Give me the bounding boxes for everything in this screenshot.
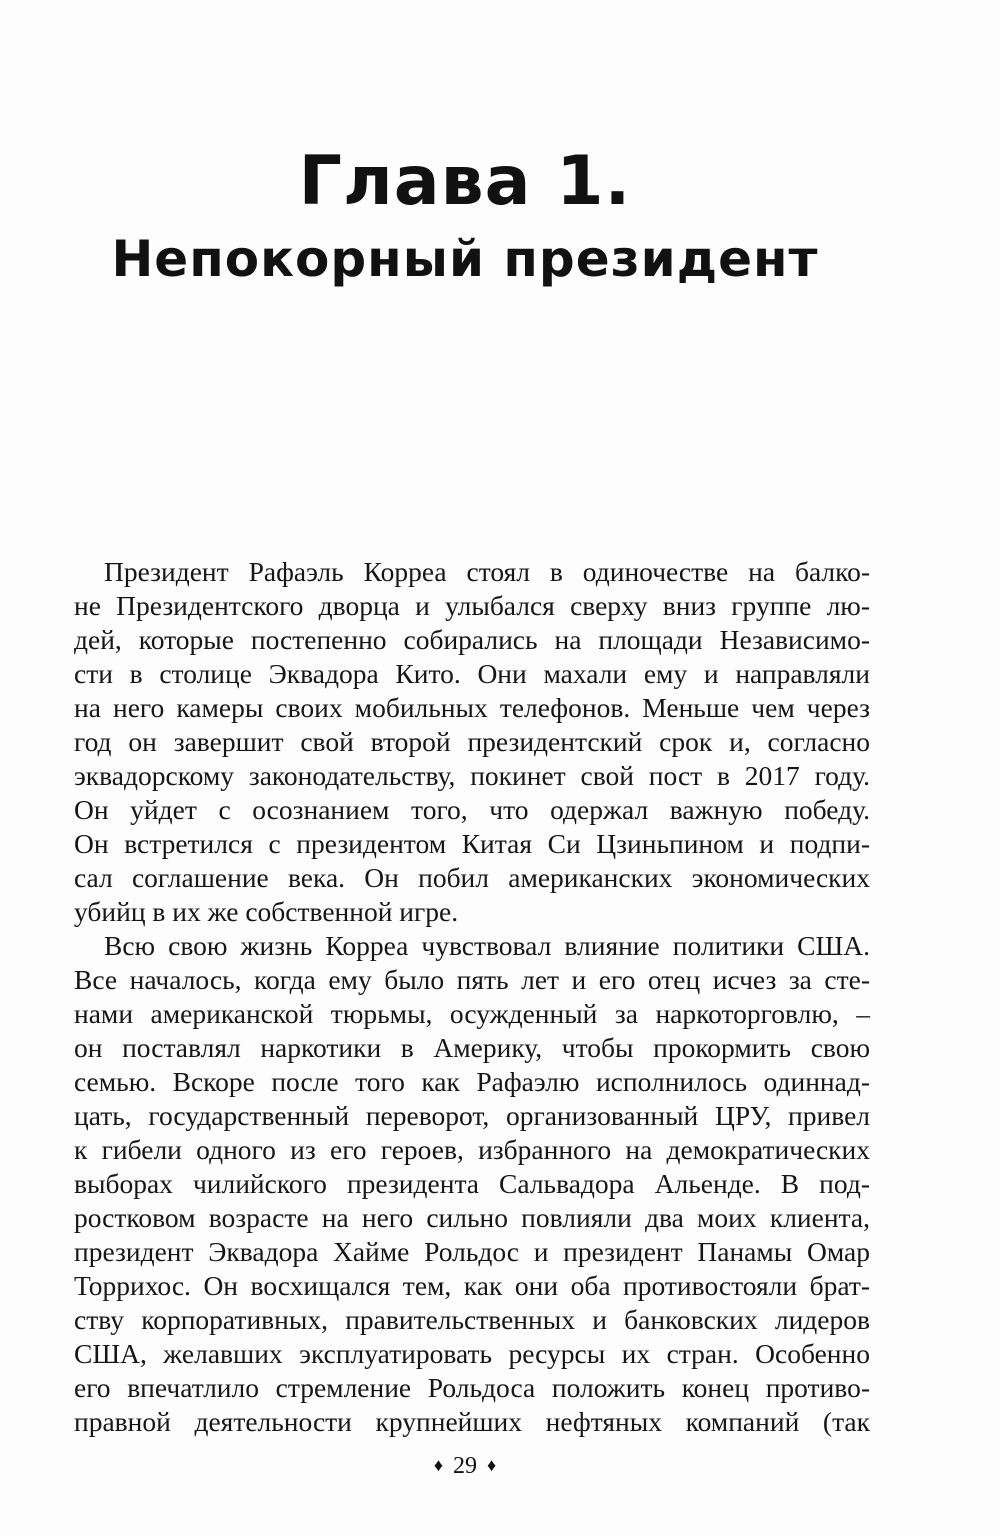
- text-line: США, желавших эксплуатировать ресурсы их стран. Особенно: [74, 1338, 870, 1369]
- text-line: Он уйдет с осознанием того, что одержал важную победу.: [74, 794, 870, 825]
- text-line: выборах чилийского президента Сальвадора Альенде. В под-: [74, 1168, 870, 1199]
- text-line: к гибели одного из его героев, избранного на демократических: [74, 1134, 870, 1165]
- text-line: правной деятельности крупнейших нефтяных компаний (так: [74, 1406, 870, 1437]
- text-line: цать, государственный переворот, организованный ЦРУ, привел: [74, 1100, 870, 1131]
- text-line: на него камеры своих мобильных телефонов. Меньше чем через: [74, 692, 870, 723]
- chapter-title: Непокорный президент: [111, 230, 819, 288]
- text-line: ству корпоративных, правительственных и банковских лидеров: [74, 1304, 870, 1335]
- text-line: дей, которые постепенно собирались на площади Независимо-: [74, 624, 870, 655]
- text-line: год он завершит свой второй президентский срок и, согласно: [74, 726, 870, 757]
- chapter-number: Глава 1.: [298, 142, 632, 221]
- text-line: Все началось, когда ему было пять лет и его отец исчез за сте-: [74, 964, 870, 995]
- text-line: Торрихос. Он восхищался тем, как они оба противостояли брат-: [74, 1270, 870, 1301]
- text-line: семью. Вскоре после того как Рафаэлю исполнилось одиннад-: [74, 1066, 870, 1097]
- text-line: Всю свою жизнь Корреа чувствовал влияние политики США.: [104, 930, 870, 961]
- text-line: нами американской тюрьмы, осужденный за наркоторговлю, –: [74, 998, 870, 1029]
- text-line: убийц в их же собственной игре.: [74, 896, 459, 927]
- text-line: Он встретился с президентом Китая Си Цзиньпином и подпи-: [74, 828, 870, 859]
- text-line: ростковом возрасте на него сильно повлияли два моих клиента,: [74, 1202, 870, 1233]
- text-line: его впечатлило стремление Рольдоса положить конец противо-: [74, 1372, 870, 1403]
- page-footer: [0, 1450, 930, 1481]
- text-line: эквадорскому законодательству, покинет свой пост в 2017 году.: [74, 760, 870, 791]
- text-line: сти в столице Эквадора Кито. Они махали ему и направляли: [74, 658, 870, 689]
- body-text: [74, 555, 870, 1439]
- text-line: он поставлял наркотики в Америку, чтобы прокормить свою: [74, 1032, 870, 1063]
- text-line: сал соглашение века. Он побил американских экономических: [74, 862, 870, 893]
- diamond-right-icon: ♦: [487, 1455, 497, 1475]
- text-line: не Президентского дворца и улыбался сверху вниз группе лю-: [74, 590, 870, 621]
- text-line: Президент Рафаэль Корреа стоял в одиночестве на балко-: [104, 556, 870, 587]
- page-number: 29: [453, 1453, 477, 1479]
- diamond-left-icon: ♦: [433, 1455, 443, 1475]
- text-line: президент Эквадора Хайме Рольдос и президент Панамы Омар: [74, 1236, 870, 1267]
